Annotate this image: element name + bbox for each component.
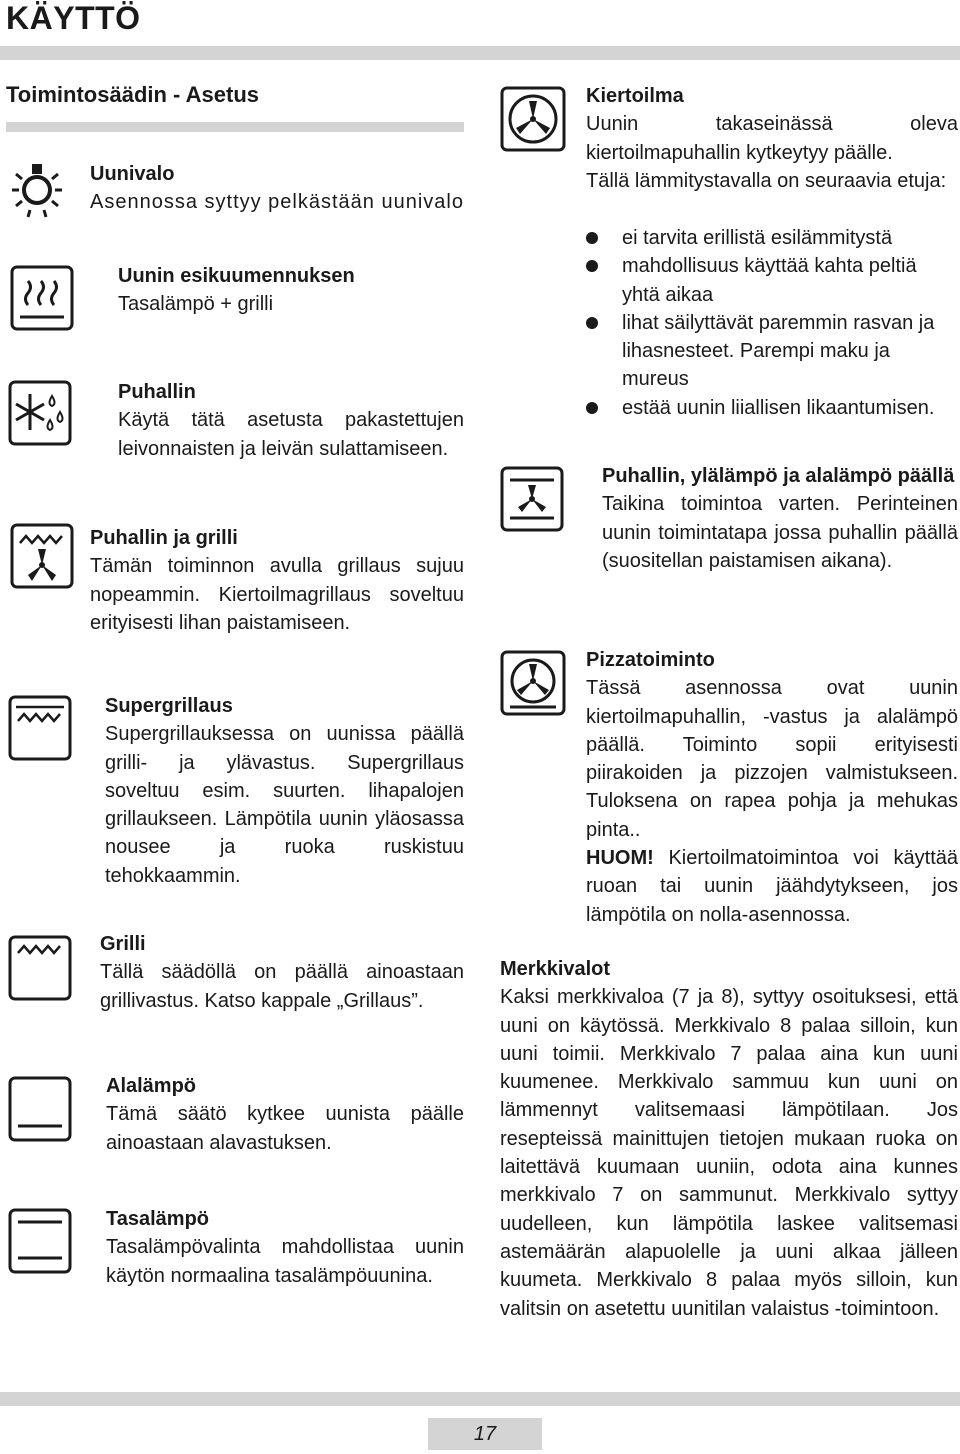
entry-text: Kaksi merkkivaloa (7 ja 8), syttyy osoituksesi, että uuni on käytössä. Merkkivalo 8 palaa silloin, kun uuni toimii. Merkkivalo 7 palaa aina kun uuni kuumenee. Merkkivalo sammuu kun uuni on lämmennyt valitsemaasi lämpötilaan. Jos resepteissä mainittujen tietojen mukaan ruoka on laitettävä kuumaan uuniin, odota aina kunnes merkkivalo 7 on sammunut. Merkkivalo syttyy uudelleen, kun lämpötila laskee valitsemasi astemäärän alapuolelle ja uuni alkaa jälleen kuumeta. Merkkivalo 8 palaa myös silloin, kun valitsin on asetettu uunitilan valaistus -toimintoon. (500, 986, 958, 1320)
entry-title: Supergrillaus (105, 695, 233, 717)
fan-icon (500, 86, 566, 152)
bottom-heat-icon (8, 1076, 72, 1142)
entry-text: Asennossa syttyy pelkästään uunivalo (90, 191, 464, 214)
entry-note (586, 844, 958, 929)
entry-puhallin-grilli (90, 524, 464, 637)
entry-kiertoilma (586, 82, 958, 195)
section-title: Toimintosäädin - Asetus (6, 82, 260, 107)
entry-grilli (100, 930, 464, 1015)
entry-uunivalo (90, 160, 464, 217)
fan-top-bottom-icon (500, 466, 564, 532)
note-label: HUOM! (586, 847, 654, 870)
preheat-icon (10, 265, 74, 331)
pizza-icon (500, 650, 566, 716)
entry-tasalampo (106, 1205, 464, 1290)
bullet-icon (586, 402, 598, 414)
entry-alalampo (106, 1072, 464, 1157)
entry-title: Puhallin, ylälämpö ja alalämpö päällä (602, 465, 955, 487)
entry-title: Grilli (100, 933, 146, 955)
list-item (586, 224, 958, 252)
entry-title: Pizzatoiminto (586, 649, 715, 671)
entry-title: Kiertoilma (586, 85, 684, 107)
entry-text: Käytä tätä asetusta pakastettujen leivonnaisten ja leivän sulattamiseen. (118, 409, 464, 460)
page-title: KÄYTTÖ (6, 0, 141, 36)
entry-text: Tällä säädöllä on päällä ainoastaan grillivastus. Katso kappale „Grillaus”. (100, 961, 464, 1012)
entry-puhallin (118, 378, 464, 463)
list-item-text: mahdollisuus käyttää kahta peltiä yhtä aikaa (622, 255, 917, 306)
list-item (586, 394, 958, 422)
fan-grill-icon (10, 523, 74, 589)
defrost-icon (8, 380, 72, 446)
entry-pizza (586, 646, 958, 929)
conventional-heat-icon (8, 1208, 72, 1274)
entry-title: Uunivalo (90, 163, 175, 185)
entry-title: Puhallin (118, 381, 196, 403)
entry-title: Uunin esikuumennuksen (118, 265, 355, 287)
list-item-text: ei tarvita erillistä esilämmitystä (622, 227, 893, 249)
section-rule (6, 122, 464, 132)
grill-icon (8, 935, 72, 1001)
entry-text: Taikina toimintoa varten. Perinteinen uunin toimintatapa jossa puhallin päällä (suositellan paistamisen aikana). (602, 493, 958, 572)
entry-merkkivalot (500, 955, 958, 1323)
list-item-text: lihat säilyttävät paremmin rasvan ja lihasnesteet. Parempi maku ja mureus (622, 311, 935, 391)
entry-title: Tasalämpö (106, 1208, 209, 1230)
bullet-list (586, 224, 958, 422)
bullet-icon (586, 232, 598, 244)
entry-text: Tämä säätö kytkee uunista päälle ainoastaan alavastuksen. (106, 1103, 464, 1154)
entry-puhallin-yla-ala (602, 462, 958, 575)
entry-title: Alalämpö (106, 1075, 197, 1097)
entry-text: Supergrillauksessa on uunissa päällä grilli- ja ylävastus. Supergrillaus soveltuu esim. suurten. lihapalojen grillaukseen. Lämpötila uunin yläosassa nousee ja ruoka ruskistuu tehokkaammin. (105, 723, 464, 887)
note-text: Kiertoilmatoimintoa voi käyttää ruoan tai uunin jäähdytykseen, jos lämpötila on nolla-asennossa. (586, 847, 958, 926)
page-number: 17 (428, 1418, 542, 1450)
entry-text: Uunin takaseinässä oleva kiertoilmapuhallin kytkeytyy päälle. (586, 113, 958, 164)
entry-title: Merkkivalot (500, 958, 611, 980)
bullet-icon (586, 317, 598, 329)
footer-rule (0, 1392, 960, 1406)
entry-esikuumennus (118, 262, 464, 319)
entry-title: Puhallin ja grilli (90, 527, 238, 549)
entry-text: Tämän toiminnon avulla grillaus sujuu nopeammin. Kiertoilmagrillaus soveltuu erityisesti lihan paistamiseen. (90, 555, 464, 634)
lamp-icon (8, 160, 66, 220)
list-item (586, 252, 958, 309)
entry-text: Tasalämpövalinta mahdollistaa uunin käytön normaalina tasalämpöuunina. (106, 1236, 464, 1287)
entry-text-2: Tällä lämmitystavalla on seuraavia etuja: (586, 169, 947, 192)
entry-supergrillaus (105, 692, 464, 890)
list-item (586, 309, 958, 394)
header-rule (0, 46, 960, 60)
supergrill-icon (8, 695, 72, 761)
list-item-text: estää uunin liiallisen likaantumisen. (622, 396, 935, 419)
bullet-icon (586, 260, 598, 272)
entry-text: Tässä asennossa ovat uunin kiertoilmapuhallin, -vastus ja alalämpö päällä. Toiminto sopii erityisesti piirakoiden ja pizzojen valmistukseen. Tuloksena on rapea pohja ja mehukas pinta.. (586, 677, 958, 841)
entry-text: Tasalämpö + grilli (118, 293, 274, 316)
